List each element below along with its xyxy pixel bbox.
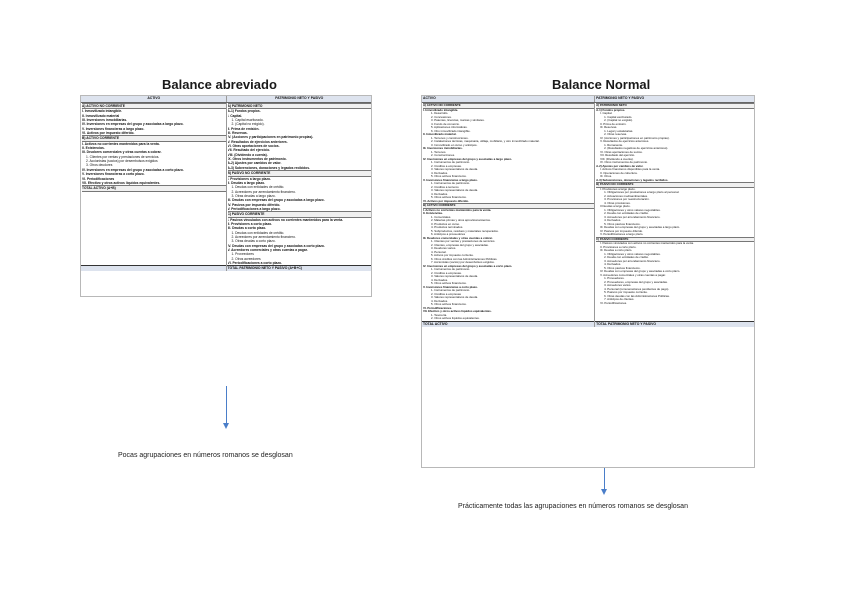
abreviado-caption: Pocas agrupaciones en números romanos se desglosan	[118, 452, 293, 459]
normal-right-line-item: IV. Pasivos por impuesto diferido.	[600, 229, 643, 233]
abreviado-right-section-header: C) PASIVO CORRIENTE	[228, 211, 372, 217]
abreviado-pasivo-header: PATRIMONIO NETO Y PASIVO	[226, 96, 371, 103]
normal-left-line-item: II. Inmovilizado material.	[423, 133, 457, 136]
normal-right-line-item: 2. (Capital no exigido).	[604, 119, 633, 122]
abreviado-right-line-item: 2. (Capital no exigido).	[231, 122, 265, 127]
normal-pasivo-column	[595, 103, 754, 322]
abreviado-right-line-item: 3. Otras deudas a largo plazo.	[231, 193, 276, 198]
normal-left-line-item: 4. Derivados.	[431, 171, 449, 175]
normal-right-line-item: 2. Deuda con entidades de crédito.	[604, 256, 649, 259]
normal-right-line-item: 4. Derivados.	[604, 219, 622, 222]
normal-right-line-item: 3. Acreedores por arrendamiento financiero.	[604, 215, 661, 219]
abreviado-right-line-item: IV. (Acciones y participaciones en patrimonio propias).	[227, 135, 314, 140]
normal-left-line-item: 1. Instrumentos de patrimonio.	[431, 268, 471, 271]
normal-right-section-header: B) PASIVO NO CORRIENTE	[596, 182, 754, 188]
normal-right-line-item: 5. Otros pasivos financieros.	[604, 266, 641, 270]
abreviado-right-section-header: B) PASIVO NO CORRIENTE	[228, 170, 372, 176]
normal-right-line-item: 1. Proveedores.	[604, 277, 625, 280]
normal-right-section-header: C) PASIVO CORRIENTE	[596, 237, 754, 243]
abreviado-sheet	[80, 95, 372, 297]
normal-right-line-item: 1. Capital escriturado.	[604, 115, 633, 119]
normal-right-line-item: 3. Acreedores por arrendamiento financiero.	[604, 259, 661, 263]
abreviado-right-line-item: 1. Proveedores	[231, 252, 254, 257]
normal-total-pasivo: TOTAL PATRIMONIO NETO Y PASIVO	[595, 321, 754, 327]
abreviado-right-line-item: VI. Otras aportaciones de socios.	[227, 144, 280, 149]
normal-left-line-item: 3. Patentes, licencias, marcas y similares.	[431, 119, 485, 122]
normal-left-line-item: III. Inversiones inmobiliarias.	[423, 147, 463, 150]
abreviado-right-line-item: 2. Acreedores por arrendamiento financiero.	[231, 189, 296, 194]
normal-left-line-item: 1. Tesorería.	[431, 313, 448, 317]
abreviado-right-line-item: V. Periodificaciones a largo plazo.	[227, 206, 281, 211]
normal-left-line-item: 5. Aplicaciones informáticas.	[431, 126, 468, 129]
normal-right-line-item: 4. Personal (remuneraciones pendientes de pago).	[604, 287, 670, 291]
normal-left-line-item: III. Deudores comerciales y otras cuentas a cobrar.	[423, 236, 493, 240]
abreviado-activo-header: ACTIVO	[81, 96, 226, 103]
abreviado-left-line-item: V. Inversiones financieras a corto plazo.	[82, 172, 145, 177]
normal-right-line-item: II Deudas a largo plazo.	[600, 205, 631, 208]
normal-right-line-item: A-2) Ajustes por cambios de valor.	[596, 164, 644, 168]
normal-left-line-item: VI. Periodificaciones.	[423, 306, 453, 310]
abreviado-right-line-item: 3. Otras deudas a corto plazo.	[231, 239, 276, 244]
abreviado-left-line-item: VII. Efectivo y otros activos líquidos equivalentes.	[82, 180, 161, 185]
abreviado-left-line-item: I. Activos no corrientes mantenidos para la venta.	[82, 141, 160, 146]
normal-right-line-item: A-1) Fondos propios.	[596, 108, 626, 112]
abreviado-right-line-item: 1. Deudas con entidades de crédito.	[231, 185, 285, 190]
normal-left-line-item: 4. Productos terminados.	[431, 226, 464, 229]
normal-left-line-item: IV. Inversiones en empresas del grupo y asociadas a largo plazo.	[423, 157, 513, 161]
abreviado-arrow-line	[226, 386, 227, 424]
normal-right-line-item: IV. Deudas con empresas del grupo y asociadas a corto plazo.	[600, 270, 681, 273]
normal-right-line-item: 4. Otras provisiones.	[604, 201, 631, 205]
normal-right-line-item: IX. Otros instrumentos de patrimonio.	[600, 161, 648, 164]
normal-left-line-item: 1. Instrumentos de patrimonio.	[431, 289, 471, 292]
normal-left-line-item: 4. Derivados.	[431, 192, 449, 196]
normal-right-line-item: I. Pasivos vinculados con activos no corrientes mantenidos para la venta.	[600, 242, 694, 245]
normal-left-section-header: A) ACTIVO NO CORRIENTE	[423, 103, 594, 109]
normal-right-line-item: III. Deudas con empresas del grupo y asociadas a largo plazo.	[600, 226, 681, 229]
normal-right-line-item: 2. (Resultados negativos de ejercicios anteriores).	[604, 147, 669, 150]
normal-right-line-item: 1. Legal y estatutarias.	[604, 129, 634, 133]
normal-left-line-item: 4. Personal.	[431, 250, 447, 254]
normal-left-line-item: 2. Instalaciones técnicas, maquinaria, utillaje, mobiliario, y otro inmovilizado material.	[431, 140, 540, 143]
normal-left-line-item: 2. Materias primas y otros aprovisionamientos.	[431, 219, 491, 222]
normal-right-line-item: I. Provisiones a largo plazo.	[600, 187, 636, 191]
normal-left-line-item: 2. Construcciones.	[431, 154, 455, 157]
normal-title: Balance Normal	[552, 77, 651, 92]
abreviado-total-pasivo: TOTAL PATRIMONIO NETO Y PASIVO (A+B+C)	[226, 266, 371, 272]
normal-left-line-item: VI. Activos por impuesto diferido.	[423, 199, 469, 203]
normal-left-line-item: 5. Otros activos financieros.	[431, 196, 467, 199]
normal-right-line-item: 4. Derivados.	[604, 263, 622, 266]
abreviado-right-line-item: 1. Capital escriturado.	[231, 118, 264, 123]
normal-left-line-item: 3. Valores representativos de deuda.	[431, 296, 479, 299]
normal-right-line-item: 5. Otros pasivos financieros.	[604, 222, 641, 226]
abreviado-arrow-head-icon	[223, 423, 229, 429]
abreviado-right-line-item: III. Deudas a corto plazo.	[227, 226, 267, 231]
normal-right-line-item: 7. Anticipos de clientes.	[604, 298, 635, 301]
normal-right-line-item: 3. Provisiones por reestructuración.	[604, 198, 650, 201]
abreviado-right-line-item: I. Pasivos vinculados con activos no corrientes mantenidos para la venta.	[227, 217, 344, 222]
normal-left-line-item: 1. Terrenos.	[431, 150, 447, 154]
normal-right-line-item: V. Periodificaciones a largo plazo.	[600, 233, 644, 236]
normal-left-line-item: 7. Accionistas (socios) por desembolsos exigidos.	[431, 261, 495, 264]
normal-left-line-item: I. Inmovilizado intangible.	[423, 108, 459, 112]
normal-left-line-item: 3. Valores representativos de deuda.	[431, 189, 479, 192]
normal-right-line-item: VII. Resultado del ejercicio.	[600, 154, 636, 157]
abreviado-right-line-item: A-2) Ajustes por cambios de valor.	[227, 161, 282, 166]
normal-left-line-item: 2. Créditos a terceros	[431, 185, 459, 189]
normal-activo-column	[422, 103, 595, 322]
normal-left-line-item: 5. Otros activos financieros.	[431, 303, 467, 306]
normal-arrow-line	[604, 468, 605, 490]
abreviado-left-line-item: III. Inversiones inmobiliarias.	[82, 118, 128, 123]
abreviado-left-line-item: 1. Clientes por ventas y prestaciones de servicios.	[86, 154, 160, 159]
normal-pasivo-header: PATRIMONIO NETO Y PASIVO	[595, 96, 754, 103]
abreviado-right-line-item: III. Deudas con empresas del grupo y asociadas a largo plazo.	[227, 198, 325, 203]
normal-left-line-item: VII. Efectivo y otros activos líquidos equivalentes.	[423, 310, 492, 313]
normal-left-line-item: 6. Otros créditos con las Administraciones Públicas.	[431, 257, 498, 261]
normal-arrow-head-icon	[601, 489, 607, 495]
normal-left-line-item: 4. Derivados.	[431, 278, 449, 282]
normal-right-line-item: 5. Pasivos por impuesto corriente.	[604, 291, 648, 294]
normal-left-line-item: 3. Valores representativos de deuda.	[431, 275, 479, 278]
abreviado-right-line-item: IV. Pasivos por impuesto diferido.	[227, 202, 281, 207]
abreviado-right-line-item: V. Acreedores comerciales y otras cuentas a pagar.	[227, 248, 308, 252]
abreviado-right-line-item: VII. Resultado del ejercicio.	[227, 148, 271, 153]
abreviado-right-line-item: II. Prima de emisión.	[227, 126, 260, 131]
normal-right-line-item: IV. (Acciones y participaciones en patrimonio propias).	[600, 136, 670, 140]
abreviado-left-line-item: 2. Accionistas (socios) por desembolsos exigidos	[86, 159, 158, 164]
normal-right-line-item: I. Activos financieros disponibles para la venta.	[600, 168, 660, 171]
normal-left-line-item: V. Inversiones financieras a largo plazo.	[423, 178, 478, 182]
abreviado-left-line-item: II. Inmovilizado material	[82, 113, 120, 118]
normal-left-line-item: 3. Valores representativos de deuda.	[431, 168, 479, 171]
normal-left-line-item: 1. Comerciales.	[431, 215, 452, 219]
normal-left-line-item: 3. Productos en curso.	[431, 222, 460, 226]
normal-right-line-item: III. Otros.	[600, 175, 612, 178]
normal-right-line-item: 6. Otras deudas con las Administraciones Públicas.	[604, 294, 670, 298]
normal-right-line-item: VI. Periodificaciones.	[600, 301, 628, 305]
abreviado-right-section-header: A) PATRIMONIO NETO	[228, 103, 372, 109]
normal-left-line-item: 3. Inmovilizado en curso y anticipos.	[431, 143, 478, 147]
abreviado-activo-column	[81, 103, 226, 266]
normal-left-line-item: 2. Créditos a empresas	[431, 292, 461, 296]
normal-left-line-item: 6. Anticipos a proveedores	[431, 233, 466, 236]
normal-right-line-item: II. Provisiones a corto plazo.	[600, 245, 637, 249]
abreviado-right-line-item: II. Deudas a largo plazo.	[227, 180, 266, 185]
abreviado-right-line-item: 2. Acreedores por arrendamiento financiero.	[231, 234, 296, 239]
normal-left-line-item: 2. Clientes, empresas del grupo y asociadas.	[431, 243, 489, 247]
normal-left-line-item: 2. Créditos a empresas.	[431, 271, 462, 275]
abreviado-left-line-item: 3. Otros deudores	[86, 163, 113, 168]
normal-caption: Prácticamente todas las agrupaciones en números romanos se desglosan	[458, 503, 688, 510]
abreviado-total-left-cell	[81, 266, 226, 272]
abreviado-left-line-item: VI. Activos por impuesto diferido.	[82, 131, 135, 136]
normal-right-line-item: 1. Obligaciones y otros valores negociables.	[604, 252, 661, 256]
abreviado-left-section-header: B) ACTIVO CORRIENTE	[82, 135, 226, 141]
abreviado-right-line-item: VI. Periodificaciones a corto plazo.	[227, 261, 282, 266]
abreviado-left-line-item: V. Inversiones financieras a largo plazo.	[82, 126, 145, 131]
normal-right-line-item: 3. Acreedores varios.	[604, 284, 632, 287]
normal-left-line-item: 2. Concesiones.	[431, 115, 452, 119]
normal-right-line-item: II. Operaciones de cobertura.	[600, 171, 638, 175]
normal-left-line-item: 5. Subproductos, residuos y materiales recuperados.	[431, 229, 499, 233]
abreviado-pasivo-column	[226, 103, 371, 266]
normal-left-line-item: 1. Instrumentos de patrimonio.	[431, 182, 471, 185]
abreviado-title: Balance abreviado	[162, 77, 277, 92]
abreviado-right-line-item: A-3) Subvenciones, donaciones y legados recibidos.	[227, 165, 310, 170]
normal-left-line-item: II. Existencias.	[423, 212, 443, 215]
abreviado-right-line-item: V. Resultados de ejercicios anteriores.	[227, 139, 288, 144]
abreviado-right-line-item: I. Provisiones a largo plazo.	[227, 176, 271, 181]
abreviado-right-line-item: 1. Deudas con entidades de crédito.	[231, 230, 285, 235]
normal-left-section-header: B) ACTIVO CORRIENTE	[423, 203, 594, 209]
normal-right-section-header: A) PATRIMONIO NETO	[596, 103, 754, 109]
normal-sheet	[421, 95, 755, 468]
abreviado-right-line-item: A-1) Fondos propios.	[227, 109, 261, 114]
abreviado-left-line-item: II. Existencias.	[82, 146, 105, 151]
abreviado-left-line-item: IV. Inversiones en empresas del grupo y asociadas a corto plazo.	[82, 167, 184, 172]
normal-total-activo: TOTAL ACTIVO	[422, 321, 595, 327]
abreviado-right-line-item: VIII. (Dividendo a cuenta).	[227, 152, 268, 157]
normal-left-line-item: 5. Otros activos financieros.	[431, 282, 467, 285]
normal-left-line-item: 5. Otros activos financieros.	[431, 175, 467, 178]
normal-left-line-item: 1. Clientes por ventas y prestaciones de servicios.	[431, 240, 496, 243]
normal-right-line-item: 1. Obligaciones y otros valores negociables.	[604, 208, 661, 212]
normal-left-line-item: 5. Activos por impuesto corriente.	[431, 254, 474, 257]
normal-right-line-item: V. Acreedores comerciales y otras cuentas a pagar.	[600, 273, 666, 277]
normal-left-line-item: 1. Instrumentos de patrimonio.	[431, 161, 471, 164]
abreviado-left-section-header: A) ACTIVO NO CORRIENTE	[82, 103, 226, 109]
normal-right-line-item: III. Reservas.	[600, 126, 618, 129]
normal-right-line-item: 1. Remanente.	[604, 143, 624, 147]
abreviado-right-line-item: IV. Deudas con empresas del grupo y asociadas a corto plazo.	[227, 243, 325, 248]
normal-left-line-item: 2. Créditos a empresas.	[431, 164, 462, 168]
abreviado-right-line-item: I. Capital.	[227, 113, 243, 118]
normal-right-line-item: A-3) Subvenciones, donaciones y legados recibidos.	[596, 178, 669, 182]
normal-right-line-item: 2. Deuda con entidades de crédito.	[604, 212, 649, 215]
abreviado-left-line-item: I. Inmovilizado intangible.	[82, 109, 123, 114]
normal-right-line-item: 2. Actuaciones medioambientales.	[604, 194, 648, 198]
abreviado-left-line-item: VI. Periodificaciones	[82, 176, 115, 181]
normal-left-line-item: V. Inversiones financieras a corto plazo.	[423, 285, 478, 289]
normal-left-line-item: 3. Deudores varios.	[431, 247, 457, 250]
normal-activo-header: ACTIVO	[422, 96, 595, 103]
normal-right-line-item: II. Prima de emisión.	[600, 122, 627, 126]
normal-left-line-item: I. Activos no corrientes mantenidos para la venta.	[423, 208, 492, 212]
normal-left-line-item: 4. Derivados.	[431, 299, 449, 303]
abreviado-right-line-item: IX. Otros instrumentos de patrimonio.	[227, 157, 287, 162]
abreviado-left-line-item: IV. Inversiones en empresas del grupo y asociadas a largo plazo.	[82, 122, 184, 127]
normal-right-line-item: I. Capital.	[600, 112, 613, 115]
normal-left-line-item: 2. Otros activos líquidos equivalentes.	[431, 317, 480, 320]
normal-left-line-item: IV. Inversiones en empresas del grupo y asociadas a corto plazo.	[423, 264, 513, 268]
normal-right-line-item: 2. Proveedores, empresas del grupo y asociadas.	[604, 280, 668, 284]
normal-right-line-item: V. Resultados de ejercicios anteriores.	[600, 140, 650, 143]
abreviado-left-section-header: TOTAL ACTIVO (A+B)	[82, 185, 226, 191]
abreviado-right-line-item: II. Provisiones a corto plazo.	[227, 221, 273, 226]
abreviado-left-line-item: III. Deudores comerciales y otras cuentas a cobrar.	[82, 150, 162, 155]
normal-right-line-item: VI. Otras aportaciones de socios.	[600, 150, 643, 154]
normal-right-line-item: 1. Obligaciones por prestaciones a largo plazo al personal.	[604, 191, 680, 194]
normal-right-line-item: III. Deudas a corto plazo.	[600, 249, 633, 252]
normal-left-line-item: 1. Terrenos y construcciones.	[431, 136, 469, 140]
normal-left-line-item: 1. Desarrollo.	[431, 112, 449, 115]
abreviado-right-line-item: III. Reservas.	[227, 131, 248, 136]
abreviado-right-line-item: 2. Otros acreedores	[231, 256, 261, 261]
normal-left-line-item: 4. Fondo de comercio.	[431, 122, 460, 126]
normal-right-line-item: 2. Otras reservas.	[604, 133, 628, 136]
normal-right-line-item: VIII. (Dividendo a cuenta).	[600, 157, 634, 161]
normal-left-line-item: 6. Otro inmovilizado intangible.	[431, 129, 471, 133]
